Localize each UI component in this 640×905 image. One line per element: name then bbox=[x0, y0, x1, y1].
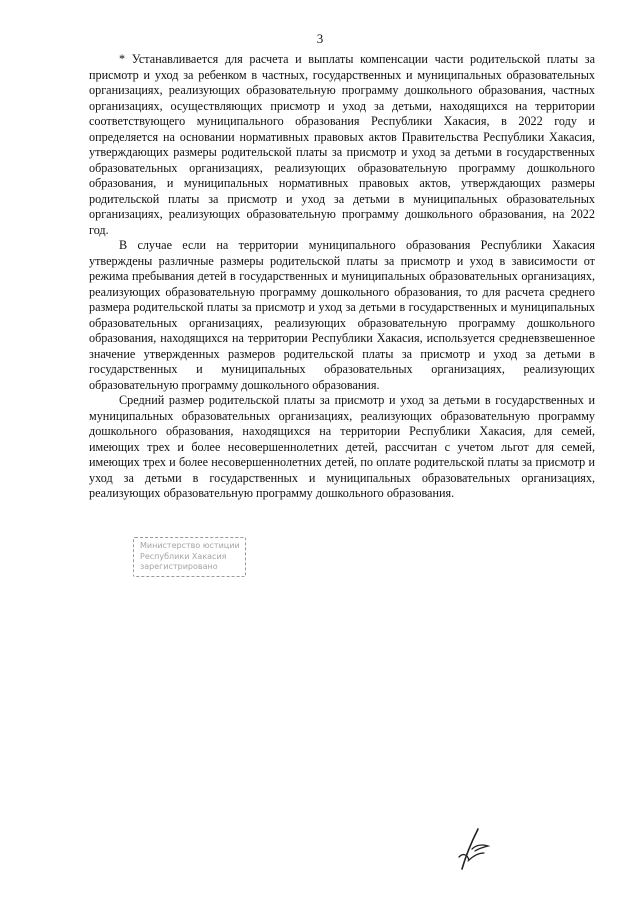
signature-mark bbox=[448, 823, 498, 873]
page-number: 3 bbox=[316, 31, 324, 46]
paragraph-footnote: * Устанавливается для расчета и выплаты компенсации части родительской платы за присмотр и уход за ребенком в частных, государственных и муниципальных образовательных организациях, реализующих образовательную программу дошкольного образования, частных организациях, осуществляющих присмотр и уход за детьми, находящихся на территории соответствующего муниципального образования Республики Хакасия, в 2022 году и определяется на основании нормативных правовых актов Правительства Республики Хакасия, утверждающих размеры родительской платы за присмотр и уход за детьми в государственных образовательных организациях, реализующих образовательную программу дошкольного образования, и муниципальных нормативных правовых актов, утверждающих размеры родительской платы за присмотр и уход за детьми в муниципальных образовательных организациях, реализующих образовательную программу дошкольного образования, на 2022 год. bbox=[89, 52, 595, 237]
stamp-line: Республики Хакасия bbox=[140, 551, 227, 561]
paragraph-weighted-average: В случае если на территории муниципального образования Республики Хакасия утверждены различные размеры родительской платы за присмотр и уход в зависимости от режима пребывания детей в государственных и муниципальных образовательных организациях, реализующих образовательную программу дошкольного образования, то для расчета среднего размера родительской платы за присмотр и уход за детьми в государственных и муниципальных образовательных организациях, реализующих образовательную программу дошкольного образования, находящихся на территории Республики Хакасия, используется средневзвешенное значение утвержденных размеров родительской платы за присмотр и уход за детьми в государственных и муниципальных образовательных организациях, реализующих образовательную программу дошкольного образования. bbox=[89, 238, 595, 392]
stamp-line: Министерство юстиции bbox=[140, 541, 240, 550]
document-body bbox=[89, 52, 595, 502]
registration-stamp bbox=[133, 537, 246, 577]
stamp-line: зарегистрировано bbox=[140, 562, 218, 571]
paragraph-large-families: Средний размер родительской платы за присмотр и уход за детьми в государственных и муниципальных образовательных организациях, реализующих образовательную программу дошкольного образования, находящихся на территории Республики Хакасия, для семей, имеющих трех и более несовершеннолетних детей, рассчитан с учетом льгот для семей, имеющих трех и более несовершеннолетних детей, по оплате родительской платы за присмотр и уход за детьми в государственных и муниципальных образовательных организациях, реализующих образовательную программу дошкольного образования. bbox=[89, 393, 595, 500]
